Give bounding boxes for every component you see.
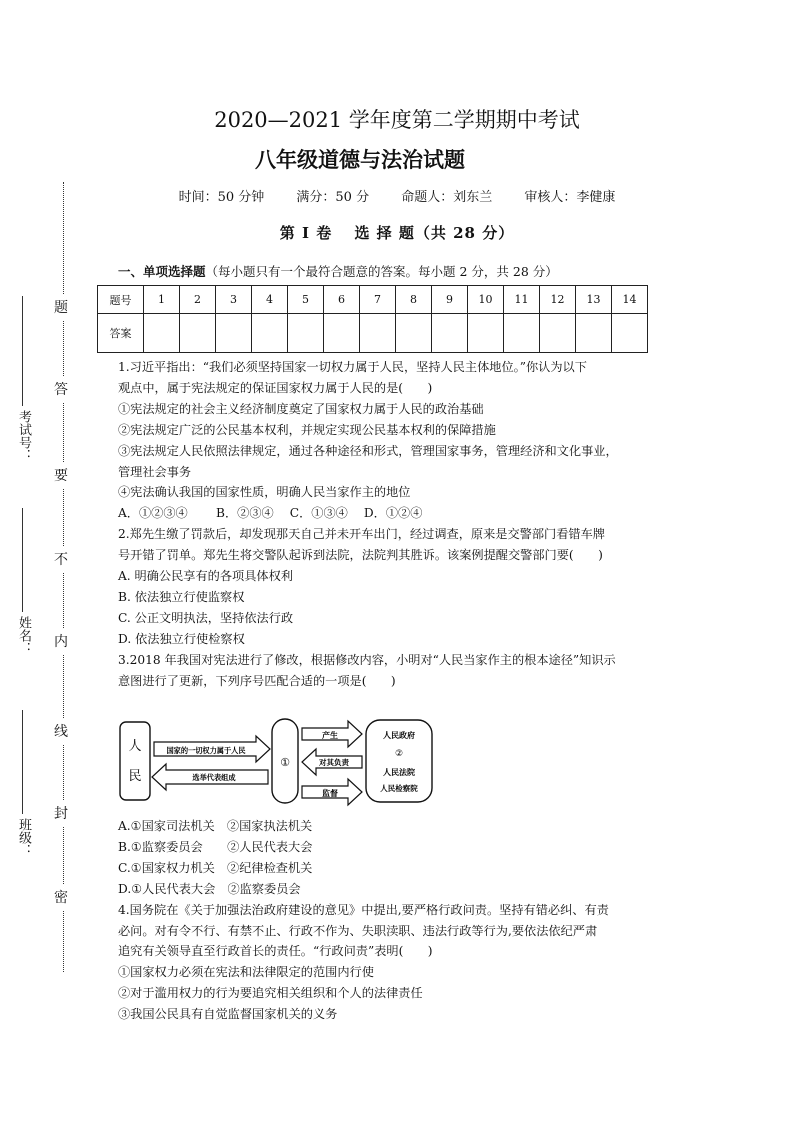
path-diagram (118, 714, 438, 814)
exam-number-line (22, 296, 23, 406)
organ-label: 人民法院 (383, 768, 415, 777)
table-cell: 3 (216, 286, 252, 314)
answer-cell[interactable] (396, 314, 432, 353)
exam-number-label: 考试号： (16, 410, 31, 462)
answer-cell[interactable] (432, 314, 468, 353)
table-cell: 4 (252, 286, 288, 314)
people-char: 人 (128, 739, 142, 754)
answer-cell[interactable] (576, 314, 612, 353)
arrow-label: 对其负责 (319, 758, 349, 767)
question-option: ③我国公民具有自觉监督国家机关的义务 (118, 1007, 338, 1022)
binding-char: 答 (54, 376, 68, 402)
name-line (22, 508, 23, 612)
question-option: B. 依法独立行使监察权 (118, 589, 245, 604)
question-stem: 追究有关领导直至行政首长的责任。“行政问责”表明( ) (118, 944, 433, 959)
question-option: D. 依法独立行使检察权 (118, 631, 245, 646)
exam-reviewer: 审核人：李健康 (524, 190, 616, 205)
question-option: 管理社会事务 (118, 464, 192, 479)
answer-cell[interactable] (540, 314, 576, 353)
table-row (98, 286, 648, 314)
question-stem: 号开错了罚单。郑先生将交警队起诉到法院，法院判其胜诉。该案例提醒交警部门要( ) (118, 548, 603, 563)
part-heading (118, 262, 558, 280)
question-block (118, 357, 683, 692)
question-stem: 意图进行了更新，下列序号匹配合适的一项是( ) (118, 673, 396, 688)
question-stem: 3.2018 年我国对宪法进行了修改，根据修改内容，小明对“人民当家作主的根本途径”知识示 (118, 652, 616, 667)
exam-score: 满分：50 分 (296, 190, 370, 205)
exam-meta (0, 186, 794, 205)
question-option: D.①人民代表大会 ②监察委员会 (118, 881, 301, 896)
question-option: C. 公正文明执法，坚持依法行政 (118, 610, 294, 625)
part-instruction: （每小题只有一个最符合题意的答案。每小题 2 分，共 28 分） (205, 264, 558, 279)
table-cell: 13 (576, 286, 612, 314)
arrow-label: 产生 (322, 731, 338, 740)
blank-two: ② (394, 749, 404, 759)
question-stem: 1.习近平指出：“我们必须坚持国家一切权力属于人民，坚持人民主体地位。”你认为以下 (118, 360, 587, 374)
binding-char: 内 (54, 628, 68, 654)
question-option: ②对于滥用权力的行为要追究相关组织和个人的法律责任 (118, 986, 423, 1001)
table-cell: 9 (432, 286, 468, 314)
table-header-cell: 题号 (98, 286, 144, 314)
question-option: ②宪法规定广泛的公民基本权利，并规定实现公民基本权利的保障措施 (118, 422, 496, 437)
people-box (120, 722, 150, 800)
table-cell: 14 (612, 286, 648, 314)
part-label: 一、单项选择题 (118, 264, 206, 279)
answer-cell[interactable] (180, 314, 216, 353)
binding-char: 封 (54, 800, 68, 826)
question-option: A. 明确公民享有的各项具体权利 (118, 569, 293, 584)
organ-label: 人民政府 (383, 731, 415, 740)
question-option: ①国家权力必须在宪法和法律限定的范围内行使 (118, 965, 374, 980)
name-label: 姓名： (16, 616, 31, 655)
arrow-label: 国家的一切权力属于人民 (166, 746, 246, 755)
section-title: 第 Ⅰ 卷 选 择 题（共 28 分） (279, 224, 515, 242)
question-stem: 观点中，属于宪法规定的保证国家权力属于人民的是( ) (118, 380, 433, 395)
table-cell: 1 (144, 286, 180, 314)
answer-table (97, 285, 648, 353)
question-stem: 2.郑先生缴了罚款后，却发现那天自己并未开车出门，经过调查，原来是交警部门看错车牌 (118, 527, 605, 542)
answer-cell[interactable] (144, 314, 180, 353)
answer-cell[interactable] (216, 314, 252, 353)
arrow-label: 监督 (322, 789, 338, 798)
table-header-cell: 答案 (98, 314, 144, 353)
question-choices: A．①②③④ B．②③④ C．①③④ D．①②④ (118, 506, 423, 521)
people-char: 民 (128, 769, 142, 784)
exam-author: 命题人：刘东兰 (401, 190, 493, 205)
arrow-label: 选举代表组成 (192, 773, 236, 782)
question-block (118, 816, 683, 1025)
question-option: C.①国家权力机关 ②纪律检查机关 (118, 860, 313, 875)
question-stem: 4.国务院在《关于加强法治政府建设的意见》中提出,要严格行政问责。坚持有错必纠、有责 (118, 902, 609, 917)
exam-title: 2020—2021 学年度第二学期期中考试 (214, 108, 580, 132)
answer-cell[interactable] (324, 314, 360, 353)
table-cell: 12 (540, 286, 576, 314)
exam-time: 时间：50 分钟 (178, 190, 265, 205)
question-stem: 必问。对有令不行、有禁不止、行政不作为、失职渎职、违法行政等行为,要依法依纪严肃 (118, 923, 598, 938)
binding-char: 题 (54, 294, 68, 320)
answer-cell[interactable] (288, 314, 324, 353)
blank-one: ① (280, 756, 290, 769)
exam-subtitle: 八年级道德与法治试题 (255, 147, 465, 172)
table-cell: 5 (288, 286, 324, 314)
class-line (22, 710, 23, 814)
question-option: ①宪法规定的社会主义经济制度奠定了国家权力属于人民的政治基础 (118, 401, 484, 416)
question-option: B.①监察委员会 ②人民代表大会 (118, 839, 313, 854)
table-cell: 6 (324, 286, 360, 314)
table-cell: 11 (504, 286, 540, 314)
question-option: ③宪法规定人民依照法律规定，通过各种途径和形式，管理国家事务，管理经济和文化事业， (118, 443, 618, 458)
class-label: 班级： (16, 818, 31, 857)
binding-char: 不 (54, 546, 68, 572)
binding-char: 线 (54, 718, 68, 744)
answer-cell[interactable] (360, 314, 396, 353)
table-cell: 2 (180, 286, 216, 314)
organ-label: 人民检察院 (380, 784, 418, 793)
table-cell: 8 (396, 286, 432, 314)
answer-cell[interactable] (504, 314, 540, 353)
question-option: ④宪法确认我国的国家性质，明确人民当家作主的地位 (118, 485, 411, 500)
answer-cell[interactable] (252, 314, 288, 353)
question-option: A.①国家司法机关 ②国家执法机关 (118, 819, 313, 833)
table-cell: 7 (360, 286, 396, 314)
table-cell: 10 (468, 286, 504, 314)
binding-char: 要 (54, 462, 68, 488)
answer-cell[interactable] (468, 314, 504, 353)
answer-cell[interactable] (612, 314, 648, 353)
table-row (98, 314, 648, 353)
binding-char: 密 (54, 884, 68, 910)
